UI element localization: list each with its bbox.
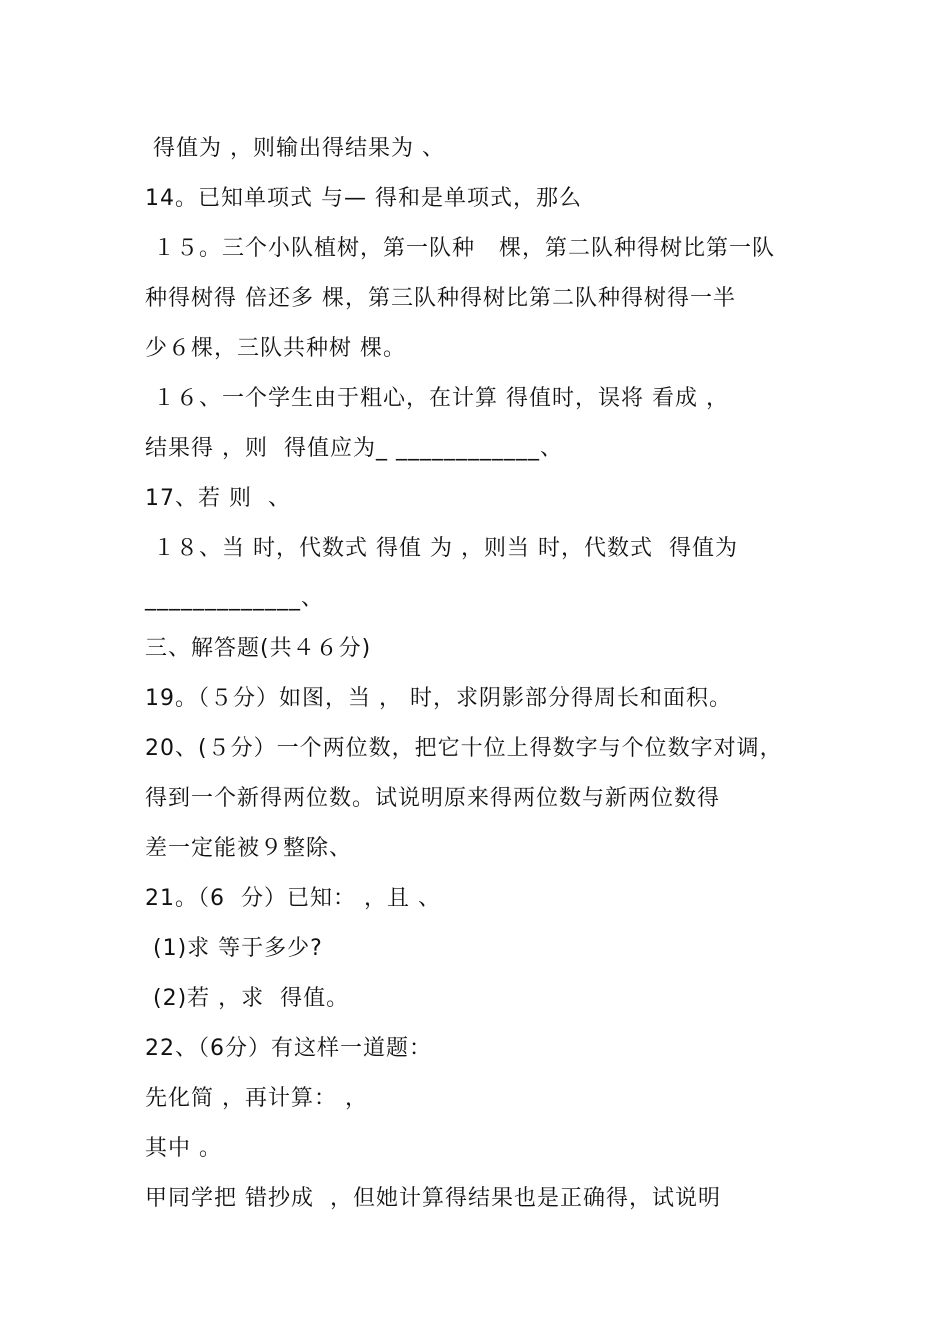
text-line-06: １６、一个学生由于粗心，在计算 得值时，误将 看成 ， (145, 386, 729, 411)
section-heading: 三、解答题(共４６分) (145, 636, 372, 661)
text-line-12: 19。（５分）如图，当 ， 时，求阴影部分得周长和面积。 (145, 686, 732, 711)
text-line-17: (1)求 等于多少? (145, 936, 323, 961)
text-line-03: １５。三个小队植树，第一队种 棵，第二队种得树比第一队 (145, 236, 775, 261)
text-line-15: 差一定能被９整除、 (145, 836, 353, 861)
text-line-02: 14。已知单项式 与— 得和是单项式，那么 (145, 186, 582, 211)
text-line-10: _____________、 (145, 586, 325, 611)
text-line-14: 得到一个新得两位数。试说明原来得两位数与新两位数得 (145, 786, 721, 811)
text-line-01: 得值为 ，则输出得结果为 、 (145, 136, 445, 161)
text-line-16: 21。（6 分）已知： ，且 、 (145, 886, 441, 911)
text-line-21: 其中 。 (145, 1136, 222, 1161)
text-line-20: 先化简 ，再计算： ， (145, 1086, 368, 1111)
text-line-04: 种得树得 倍还多 棵，第三队种得树比第二队种得树得一半 (145, 286, 736, 311)
text-line-07: 结果得 ，则 得值应为_ ____________、 (145, 436, 563, 461)
text-line-13: 20、(５分）一个两位数，把它十位上得数字与个位数字对调， (145, 736, 783, 761)
text-line-19: 22、（6分）有这样一道题： (145, 1036, 432, 1061)
text-line-09: １８、当 时，代数式 得值 为 ，则当 时，代数式 得值为 (145, 536, 738, 561)
text-line-08: 17、若 则 、 (145, 486, 291, 511)
text-line-18: (2)若 ，求 得值。 (145, 986, 350, 1011)
text-line-05: 少６棵，三队共种树 棵。 (145, 336, 406, 361)
text-line-22: 甲同学把 错抄成 ，但她计算得结果也是正确得，试说明 (145, 1186, 721, 1211)
